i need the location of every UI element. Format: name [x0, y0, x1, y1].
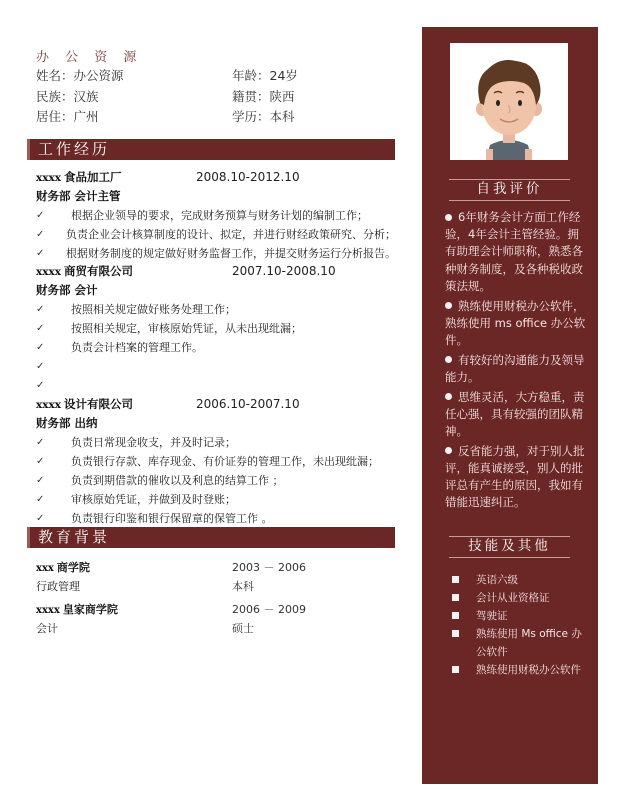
- education-section-title: 教育背景: [38, 528, 111, 546]
- duty-item: ✓ 根据企业领导的要求，完成财务预算与财务计划的编制工作；: [36, 206, 396, 225]
- info-residence: 居住：广州: [36, 109, 99, 124]
- info-ethnicity: 民族：汉族: [36, 88, 99, 104]
- personal-info: [36, 66, 366, 128]
- profile-photo: [450, 43, 568, 160]
- company-prefix: xxxx: [36, 172, 62, 184]
- name-title: 办 公 资 源: [36, 50, 143, 65]
- check-icon: ✓: [36, 513, 45, 524]
- check-icon: ✓: [36, 304, 45, 315]
- check-icon: ✓: [36, 229, 45, 240]
- avatar-illustration-icon: [450, 43, 568, 160]
- check-icon: ✓: [36, 494, 45, 505]
- info-hometown: 籍贯：陕西: [232, 88, 295, 104]
- bullet-icon: [445, 302, 452, 309]
- self-eval-list: [445, 209, 587, 514]
- school-name: xxxx 皇家商学院: [36, 603, 118, 616]
- square-bullet-icon: [452, 612, 459, 619]
- duty-item: ✓ 负责会计档案的管理工作。: [36, 338, 396, 357]
- info-row: [36, 107, 366, 128]
- square-bullet-icon: [452, 630, 459, 637]
- job-role: 财务部 出纳: [36, 416, 98, 430]
- job-header: [36, 168, 396, 187]
- duty-item: ✓ 负责企业会计核算制度的设计、拟定，并进行财经政策研究、分析；: [36, 225, 396, 244]
- duty-item: ✓ 审核原始凭证，并做到及时登账；: [36, 490, 396, 509]
- school-major: 会计: [36, 622, 58, 635]
- job-role: 财务部 会计: [36, 283, 98, 297]
- duty-item: ✓ 按照相关规定做好账务处理工作；: [36, 300, 396, 319]
- check-icon: ✓: [36, 456, 45, 467]
- info-education-level: 学历：本科: [232, 109, 295, 124]
- info-row: [36, 66, 366, 87]
- check-icon: ✓: [36, 475, 45, 486]
- check-icon: ✓: [36, 380, 45, 391]
- job-header: [36, 262, 396, 281]
- square-bullet-icon: [452, 666, 459, 673]
- skill-item: 熟练使用财税办公软件: [452, 661, 592, 679]
- bullet-icon: [445, 356, 452, 363]
- skills-header: 技能及其他: [449, 536, 570, 558]
- job-company: [36, 262, 133, 281]
- skill-item: 驾驶证: [452, 607, 592, 625]
- job-company: [36, 168, 122, 187]
- school-degree: 本科: [232, 580, 254, 593]
- check-icon: ✓: [36, 361, 45, 372]
- duty-item: ✓ 负责到期借款的催收以及利息的结算工作 ；: [36, 471, 396, 490]
- bullet-icon: [445, 214, 452, 221]
- work-section-header: [27, 139, 395, 160]
- skill-item: 会计从业资格证: [452, 589, 592, 607]
- school-major: 行政管理: [36, 580, 80, 593]
- company-prefix: xxxx: [36, 399, 62, 411]
- job-entry: [36, 395, 396, 528]
- skill-item: 熟练使用 Ms office 办公软件: [452, 625, 592, 661]
- job-role: 财务部 会计主管: [36, 189, 121, 203]
- info-row: [36, 87, 366, 108]
- check-icon: ✓: [36, 248, 45, 259]
- skill-item: 英语六级: [452, 571, 592, 589]
- duty-item: ✓ 按照相关规定，审核原始凭证，从未出现纰漏；: [36, 319, 396, 338]
- square-bullet-icon: [452, 594, 459, 601]
- company-prefix: xxxx: [36, 266, 62, 278]
- education-entry-header: [36, 601, 366, 619]
- education-section-header: [27, 527, 395, 548]
- duty-item: ✓ 负责日常现金收支，并及时记录；: [36, 433, 396, 452]
- job-entry: [36, 168, 396, 263]
- job-company: [36, 395, 133, 414]
- sidebar: [422, 27, 598, 784]
- self-eval-item: 6年财务会计方面工作经验，4年会计主管经验。拥有助理会计师职称，熟悉各种财务制度，及各种税收政策法规。: [445, 210, 583, 293]
- company-name: 食品加工厂: [64, 170, 122, 184]
- company-name: 商贸有限公司: [64, 264, 134, 278]
- job-date: 2006.10-2007.10: [196, 397, 300, 411]
- school-years: 2003 － 2006: [232, 561, 306, 574]
- education-entry-detail: [36, 578, 366, 596]
- self-eval-header: 自我评价: [449, 179, 570, 201]
- self-eval-item: 反省能力强，对于别人批评，能真诚接受，别人的批评总有产生的原因，我如有错能迅速纠正。: [445, 443, 585, 510]
- check-icon: ✓: [36, 342, 45, 353]
- school-name: xxx 商学院: [36, 561, 90, 574]
- info-name: 姓名：办公资源: [36, 68, 124, 83]
- school-degree: 硕士: [232, 622, 254, 635]
- duty-item: ✓ 负责银行存款、库存现金、有价证券的管理工作，未出现纰漏；: [36, 452, 396, 471]
- job-date: 2007.10-2008.10: [232, 264, 336, 278]
- check-icon: ✓: [36, 323, 45, 334]
- info-age: 年龄：24岁: [232, 68, 298, 83]
- work-section-title: 工作经历: [38, 140, 111, 158]
- check-icon: ✓: [36, 210, 45, 221]
- self-eval-item: 熟练使用财税办公软件，熟练使用 ms office 办公软件。: [445, 298, 586, 347]
- duty-item: ✓ 负责银行印鉴和银行保留章的保管工作 。: [36, 509, 396, 528]
- school-years: 2006 － 2009: [232, 603, 306, 616]
- self-eval-item: 有较好的沟通能力及领导能力。: [445, 352, 585, 384]
- education-entry-header: [36, 559, 366, 577]
- check-icon: ✓: [36, 437, 45, 448]
- duty-item: [36, 357, 396, 376]
- job-date: 2008.10-2012.10: [196, 170, 300, 184]
- duty-item: ✓ 根据财务制度的规定做好财务监督工作，并提交财务运行分析报告。: [36, 244, 396, 263]
- job-header: [36, 395, 396, 414]
- square-bullet-icon: [452, 576, 459, 583]
- bullet-icon: [445, 393, 452, 400]
- company-name: 设计有限公司: [64, 397, 134, 411]
- self-eval-item: 思维灵活，大方稳重，责任心强，具有较强的团队精神。: [445, 389, 585, 438]
- bullet-icon: [445, 447, 452, 454]
- duty-item: [36, 376, 396, 395]
- skills-list: [452, 571, 592, 679]
- job-entry: [36, 262, 396, 395]
- education-entry-detail: [36, 620, 366, 638]
